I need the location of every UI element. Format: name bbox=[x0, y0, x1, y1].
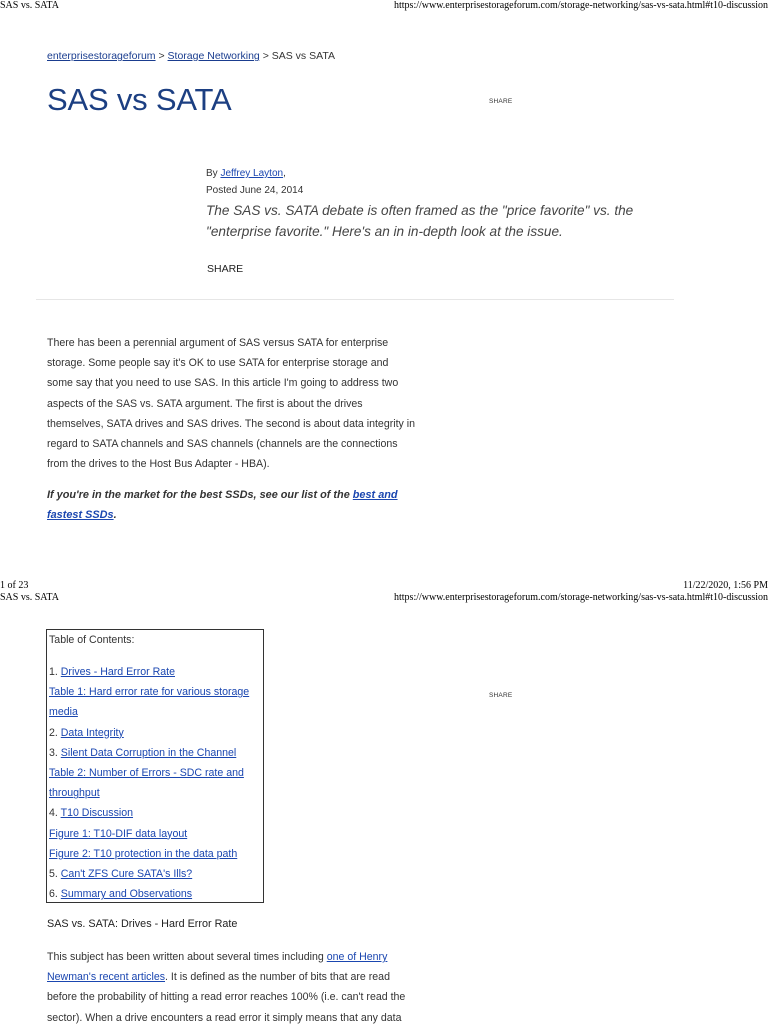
share-button-top[interactable]: SHARE bbox=[489, 98, 513, 105]
promo-paragraph bbox=[47, 485, 412, 525]
toc-link[interactable]: Can't ZFS Cure SATA's Ills? bbox=[60, 868, 193, 881]
toc-item bbox=[49, 763, 263, 803]
toc-item-number: 6. bbox=[49, 888, 61, 901]
author-link[interactable]: Jeffrey Layton bbox=[220, 168, 284, 179]
divider bbox=[36, 299, 674, 300]
toc-item bbox=[49, 723, 263, 743]
share-button-page2[interactable]: SHARE bbox=[489, 692, 513, 699]
toc-link[interactable]: Data Integrity bbox=[60, 726, 124, 739]
toc-item bbox=[49, 803, 263, 823]
intro-paragraph: There has been a perennial argument of SAS versus SATA for enterprise storage. Some people say it's OK to use SATA for enterprise storage and some say that you need to use SAS. In this article I'm going to address two aspects of the SAS vs. SATA argument. The first is about the drives themselves, SATA drives and SAS drives. The second is about data integrity in regard to SATA channels and SAS channels (channels are the connections from the drives to the Host Bus Adapter - HBA). bbox=[47, 337, 416, 471]
post-date: Posted June 24, 2014 bbox=[206, 185, 304, 196]
toc-item bbox=[49, 884, 263, 904]
toc-link[interactable]: Figure 2: T10 protection in the data path bbox=[49, 847, 238, 860]
print-header-title: SAS vs. SATA bbox=[0, 592, 59, 603]
print-header-url: https://www.enterprisestorageforum.com/storage-networking/sas-vs-sata.html#t10-discussion bbox=[394, 592, 768, 603]
toc-item-number: 4. bbox=[49, 807, 61, 820]
toc-link[interactable]: Summary and Observations bbox=[60, 888, 193, 901]
breadcrumb bbox=[47, 50, 335, 62]
breadcrumb-separator: > bbox=[262, 50, 269, 62]
toc-item bbox=[49, 864, 263, 884]
toc-link[interactable]: Table 1: Hard error rate for various storage media bbox=[49, 686, 250, 719]
toc-link[interactable]: T10 Discussion bbox=[60, 807, 134, 820]
section-paragraph bbox=[47, 947, 417, 1028]
toc-item bbox=[49, 662, 263, 682]
page-title: SAS vs SATA bbox=[47, 82, 232, 117]
promo-text: If you're in the market for the best SSDs, see our list of the bbox=[47, 489, 353, 501]
section-text-after: . It is defined as the number of bits that are read before the probability of hitting a read error reaches 100% (i.e. can't read the sector). When a drive encounters a read error it simply means that any data bbox=[47, 971, 406, 1024]
best-ssds-link[interactable]: best and fastest SSDs bbox=[47, 489, 398, 522]
byline bbox=[206, 168, 286, 179]
breadcrumb-current: SAS vs SATA bbox=[271, 50, 335, 62]
print-footer-page: 1 of 23 bbox=[0, 580, 29, 591]
toc-item-number: 1. bbox=[49, 666, 61, 678]
print-header-title: SAS vs. SATA bbox=[0, 0, 59, 11]
toc-item-number: 5. bbox=[49, 868, 61, 881]
article-dek: The SAS vs. SATA debate is often framed as the "price favorite" vs. the "enterprise favorite." Here's an in in-depth look at the issue. bbox=[206, 203, 634, 239]
byline-prefix: By bbox=[206, 168, 221, 179]
table-of-contents bbox=[46, 629, 264, 903]
section-text-before: This subject has been written about several times including bbox=[47, 951, 327, 963]
toc-title: Table of Contents: bbox=[49, 634, 135, 646]
toc-link[interactable]: Drives - Hard Error Rate bbox=[60, 666, 175, 678]
toc-link[interactable]: Silent Data Corruption in the Channel bbox=[60, 746, 237, 759]
toc-item-number: 3. bbox=[49, 746, 61, 759]
promo-end: . bbox=[113, 509, 117, 522]
henry-newman-article-link[interactable]: one of Henry Newman's recent articles bbox=[47, 951, 388, 984]
toc-link[interactable]: Table 2: Number of Errors - SDC rate and throughput bbox=[49, 767, 244, 800]
toc-list bbox=[49, 662, 263, 904]
toc-link[interactable]: Figure 1: T10-DIF data layout bbox=[49, 827, 188, 840]
toc-item bbox=[49, 682, 263, 722]
toc-item bbox=[49, 824, 263, 844]
toc-item bbox=[49, 743, 263, 763]
breadcrumb-separator: > bbox=[158, 50, 165, 62]
print-footer-datetime: 11/22/2020, 1:56 PM bbox=[683, 580, 768, 591]
toc-item bbox=[49, 844, 263, 864]
toc-item-number: 2. bbox=[49, 726, 61, 739]
share-button[interactable]: SHARE bbox=[207, 263, 244, 275]
section-heading: SAS vs. SATA: Drives - Hard Error Rate bbox=[47, 918, 238, 930]
byline-suffix: , bbox=[283, 168, 286, 179]
breadcrumb-section-link[interactable]: Storage Networking bbox=[167, 50, 260, 62]
print-header-url: https://www.enterprisestorageforum.com/storage-networking/sas-vs-sata.html#t10-discussion bbox=[394, 0, 768, 11]
breadcrumb-home-link[interactable]: enterprisestorageforum bbox=[47, 50, 156, 62]
